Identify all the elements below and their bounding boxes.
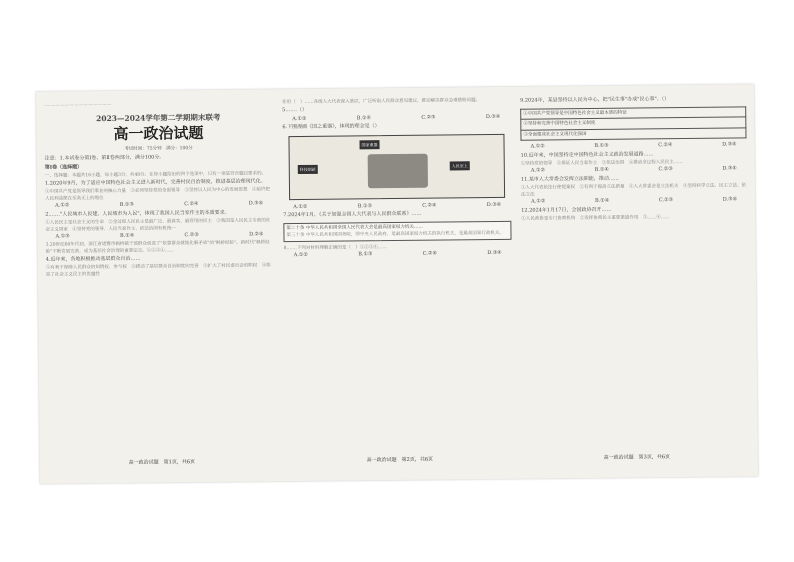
text-block: 作用（ ）……各级人大代表深入基层，广泛听取人民群众意见建议，推动解决群众急难愁盼问题。 — [282, 98, 481, 106]
page-footer: 高一政治试题 第1页，共6页 — [128, 458, 196, 466]
text-block: ①中国共产党是领导我们事业的核心力量 ②必须坚持党的全面领导 ③坚持以人民为中心的发展思想 ④始终把人民利益摆在至高无上的地位 — [44, 187, 271, 202]
option-b: B.①④ — [594, 166, 609, 173]
quote-box — [283, 220, 511, 242]
question-6: 6.下图漫画《国之重器》，体现的理念是（） — [282, 123, 380, 131]
table-cell: ③全面建成社会主义现代化强国 — [521, 127, 746, 140]
question-4: 4.近年来，各地积极推动基层群众自治…… — [45, 255, 141, 263]
option-b: B.①④ — [594, 197, 610, 204]
page-3 — [520, 94, 750, 464]
option-d: D.③④ — [722, 196, 738, 203]
quote-text: 第二十条 中华人民共和国全国人民代表大会是最高国家权力机关…… — [286, 224, 423, 231]
text-block: 第三十条 中华人民共和国国务院，即中央人民政府，是最高国家权力机关的执行机关，是最高国家行政机关。 — [286, 230, 504, 239]
section-heading: 第Ⅰ卷（选择题） — [44, 164, 83, 171]
option-b: B.①③ — [357, 202, 372, 209]
option-c: C.②④ — [422, 202, 437, 209]
page-1 — [44, 99, 276, 469]
option-b: B.①④ — [356, 114, 372, 121]
option-c: C.②③ — [184, 232, 199, 239]
question-1: 1.2020年9月，为了适应中国特色社会主义进入新时代，完善村民自治制度，推进基层治理现代化。 — [44, 177, 266, 187]
option-a: A.①② — [293, 203, 308, 210]
option-d: D.③④ — [722, 165, 737, 172]
question-11: 11.某市人大常委会发挥立法职能，推动…… — [520, 175, 619, 183]
option-c: C.②④ — [184, 201, 199, 208]
option-d: D.③④ — [487, 249, 502, 257]
option-d: D.③④ — [248, 200, 264, 207]
exam-sheet — [36, 84, 758, 483]
option-a: A.①② — [55, 202, 70, 209]
header-note: ····················································· — [44, 101, 112, 108]
option-a: A.①② — [292, 115, 307, 122]
text-block: ①坚持党的领导 ②保证人民当家作主 ③依法治国 ④推动全过程人民民主…… — [520, 160, 683, 167]
question-2: 2.……"人民城市人民建，人民城市为人民"，体现了我国人民当家作主的本质要求。 — [45, 209, 230, 218]
option-d: D.②④ — [249, 231, 264, 238]
option-a: A.①② — [530, 143, 545, 150]
exam-subject: 高一政治试题 — [113, 124, 204, 143]
text-block: 3.20世纪60年代初，浙江省诸暨市枫桥镇干部群众创造了"依靠群众就地化解矛盾"的"枫桥经验"。新时代"枫桥经验"不断发展完善，成为基层社会治理的重要法宝。①②③④…… — [45, 239, 270, 255]
text-block: ①人民政协是专门协商机构 ②发挥协商民主重要渠道作用 ③……④…… — [521, 215, 670, 222]
page-footer: 高一政治试题 第3页，共6页 — [603, 453, 671, 461]
option-d: D.③④ — [722, 141, 737, 148]
page-2 — [282, 97, 514, 467]
question-table — [520, 106, 746, 141]
option-c: C.②③ — [421, 114, 436, 121]
text-block: 8.……下列对材料理解正确的是（ ）①②③④…… — [283, 245, 387, 252]
option-a: A.①② — [293, 251, 308, 259]
question-5: 5.……（） — [282, 106, 307, 114]
option-b: B.①④ — [119, 232, 135, 239]
table-row — [521, 127, 746, 140]
option-d: D.③④ — [486, 201, 502, 208]
question-9: 9.2024年，某县坚持以人民为中心，把"民生事"办成"民心事"。（） — [520, 96, 670, 104]
exam-title: 2023—2024学年第二学期期末联考 — [96, 112, 221, 123]
question-7: 7.2024年1月，《关于加强全国人大代表与人民群众联系》…… — [283, 210, 422, 219]
option-a: A.①② — [530, 167, 546, 174]
option-b: B.①③ — [594, 142, 609, 149]
option-c: C.②④ — [658, 142, 673, 149]
text-block: 一、选择题：本题共16小题，每小题3分，共48分。在每小题给出的四个选项中，只有一项是符合题目要求的。 — [44, 170, 267, 179]
exam-meta: 考试时间：75分钟 满分：100分 — [124, 146, 193, 152]
option-c: C.②③ — [658, 197, 674, 204]
cartoon-illustration — [368, 153, 428, 188]
text-block: ①人大代表依法行使提案权 ②有利于提高立法质量 ③人大常委会是立法机关 ④坚持科学立法、民主立法、依法立法 — [520, 183, 747, 198]
question-10: 10.近年来，中国坚持走中国特色社会主义政治发展道路…… — [520, 150, 654, 159]
question-12: 12.2024年1月17日，全国政协召开…… — [521, 206, 612, 214]
figure-label: 人民至上 — [450, 161, 470, 171]
table-cell: ①中国共产党领导是中国特色社会主义最本质的特征 — [521, 106, 746, 119]
option-c: C.②③ — [658, 166, 673, 173]
option-d: D.③④ — [485, 113, 501, 120]
option-b: B.①③ — [119, 201, 134, 208]
figure-label: 国家重器 — [359, 140, 379, 150]
text-block: ①有利于保障人民群众的知情权、参与权 ②推动了基层群众自治制度的完善 ③扩大了村民委员会的职权 ④彰显了社会主义民主的优越性 — [45, 263, 271, 278]
option-b: B.①③ — [358, 251, 373, 258]
instructions: 注意：1.本试卷分第Ⅰ卷、第Ⅱ卷两部分，满分100分。 — [44, 153, 165, 162]
figure-label: 科技创新 — [298, 164, 318, 174]
option-c: C.②④ — [422, 250, 437, 257]
cartoon-figure — [288, 133, 505, 199]
option-a: A.①② — [531, 198, 546, 205]
option-a: A.①③ — [55, 233, 70, 240]
page-footer: 高一政治试题 第2页，共6页 — [366, 456, 434, 463]
text-block: ①人民民主是社会主义的生命 ②全过程人民民主是最广泛、最真实、最管用的民主 ③我国是人民民主专政的社会主义国家 ④坚持党的领导、人民当家作主、依法治国有机统一 — [45, 218, 271, 233]
table-cell: ②坚持和完善中国特色社会主义制度 — [521, 117, 746, 130]
